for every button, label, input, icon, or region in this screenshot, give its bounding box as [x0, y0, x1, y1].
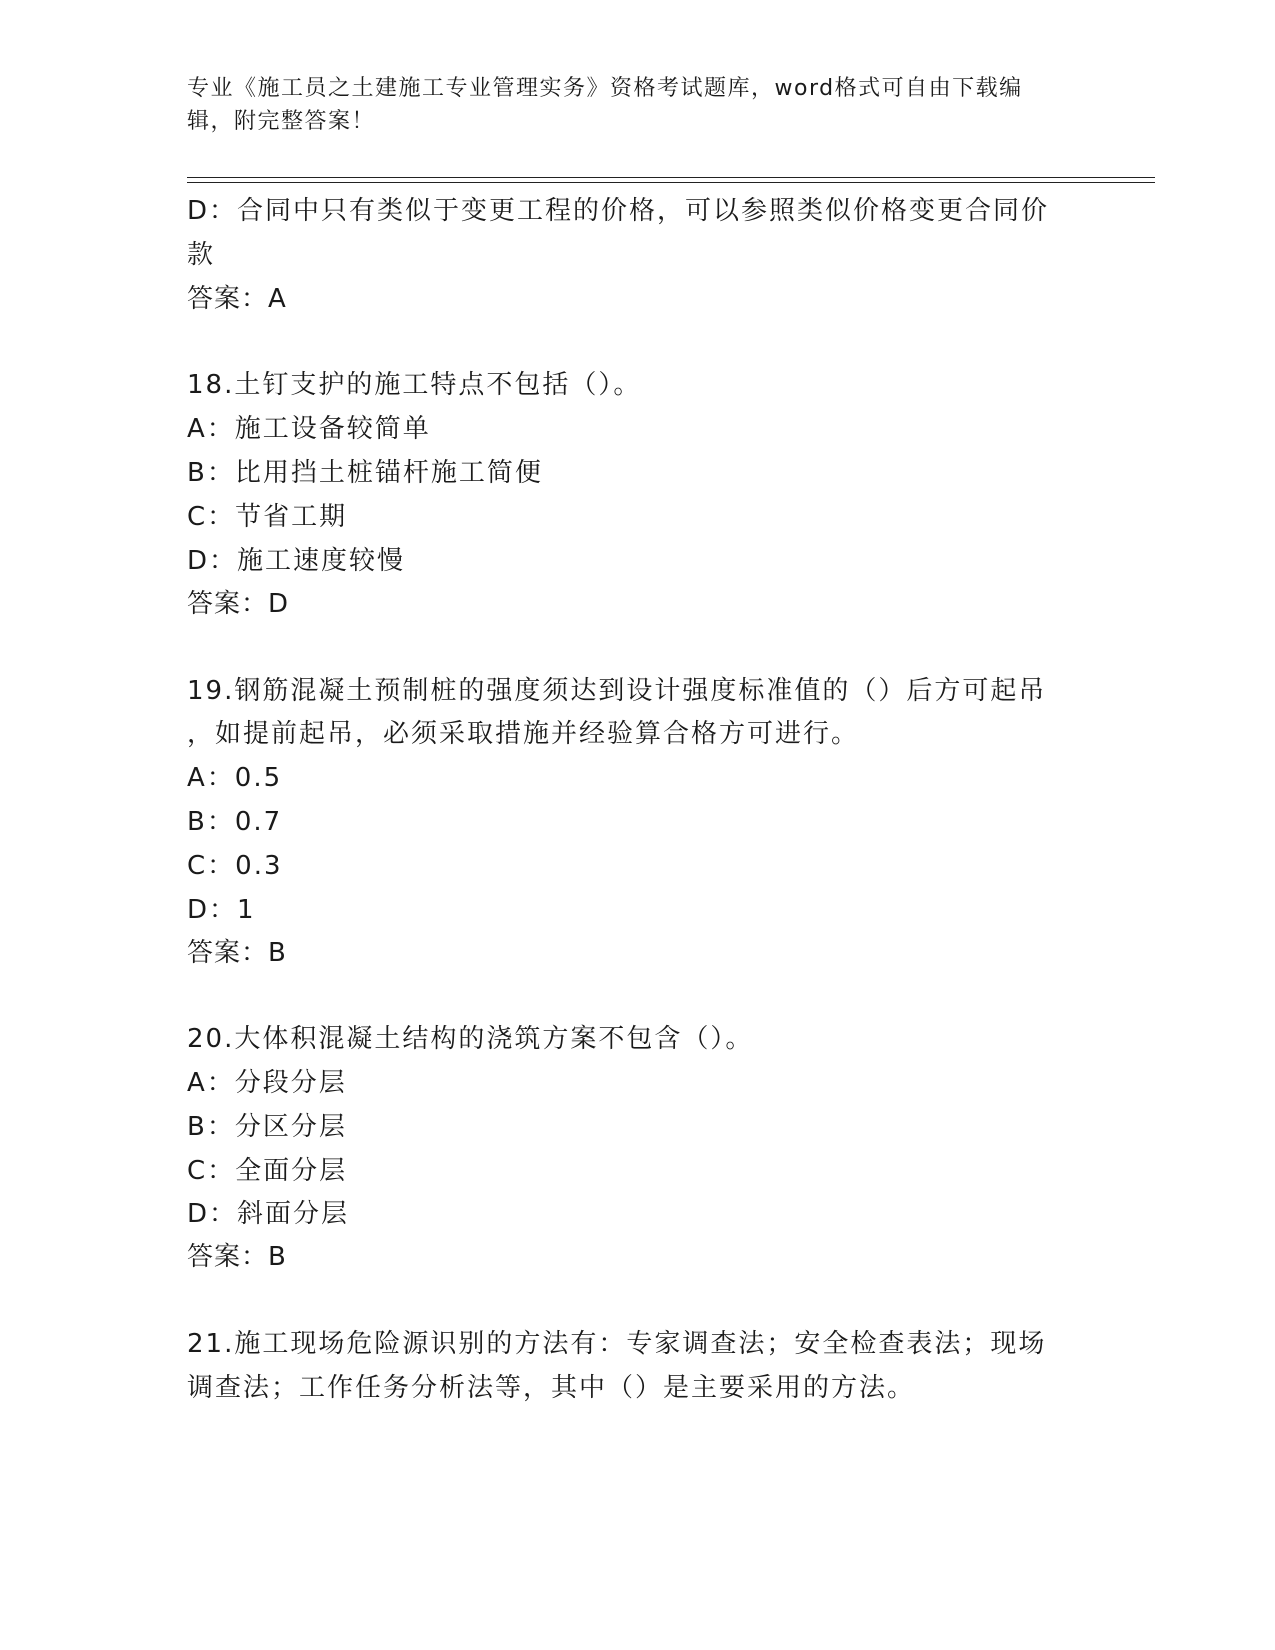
document-header: 专业《施工员之土建施工专业管理实务》资格考试题库，word格式可自由下载编辑，附完整答案！	[187, 76, 1023, 134]
q20-option-b: B：分区分层	[187, 1112, 347, 1142]
prev-answer: 答案：A	[187, 284, 287, 314]
header-rule-bottom	[187, 182, 1155, 183]
q19-option-c: C：0.3	[187, 851, 283, 881]
q21-question-line1: 21.施工现场危险源识别的方法有：专家调查法；安全检查表法；现场	[187, 1329, 1047, 1359]
q18-option-b: B：比用挡土桩锚杆施工简便	[187, 458, 543, 488]
q18-option-a: A：施工设备较简单	[187, 414, 431, 444]
q20-option-d: D：斜面分层	[187, 1199, 350, 1229]
q20-option-a: A：分段分层	[187, 1068, 347, 1098]
q19-question-line2: ，如提前起吊，必须采取措施并经验算合格方可进行。	[187, 719, 860, 749]
q19-option-a: A：0.5	[187, 763, 283, 793]
q21-question-line2: 调查法；工作任务分析法等，其中（）是主要采用的方法。	[187, 1373, 916, 1403]
q18-option-d: D：施工速度较慢	[187, 546, 406, 576]
q20-option-c: C：全面分层	[187, 1156, 348, 1186]
header-rule-top	[187, 177, 1155, 178]
prev-option-d-line1: D：合同中只有类似于变更工程的价格，可以参照类似价格变更合同价	[187, 196, 1050, 226]
q19-option-d: D：1	[187, 895, 256, 925]
q20-question: 20.大体积混凝土结构的浇筑方案不包含（）。	[187, 1024, 754, 1054]
q18-question: 18.土钉支护的施工特点不包括（）。	[187, 370, 642, 400]
prev-option-d-line2: 款	[187, 240, 216, 270]
q18-answer: 答案：D	[187, 589, 290, 619]
q18-option-c: C：节省工期	[187, 502, 348, 532]
q19-answer: 答案：B	[187, 938, 287, 968]
q20-answer: 答案：B	[187, 1242, 287, 1272]
q19-question-line1: 19.钢筋混凝土预制桩的强度须达到设计强度标准值的（）后方可起吊	[187, 676, 1047, 706]
q19-option-b: B：0.7	[187, 807, 283, 837]
